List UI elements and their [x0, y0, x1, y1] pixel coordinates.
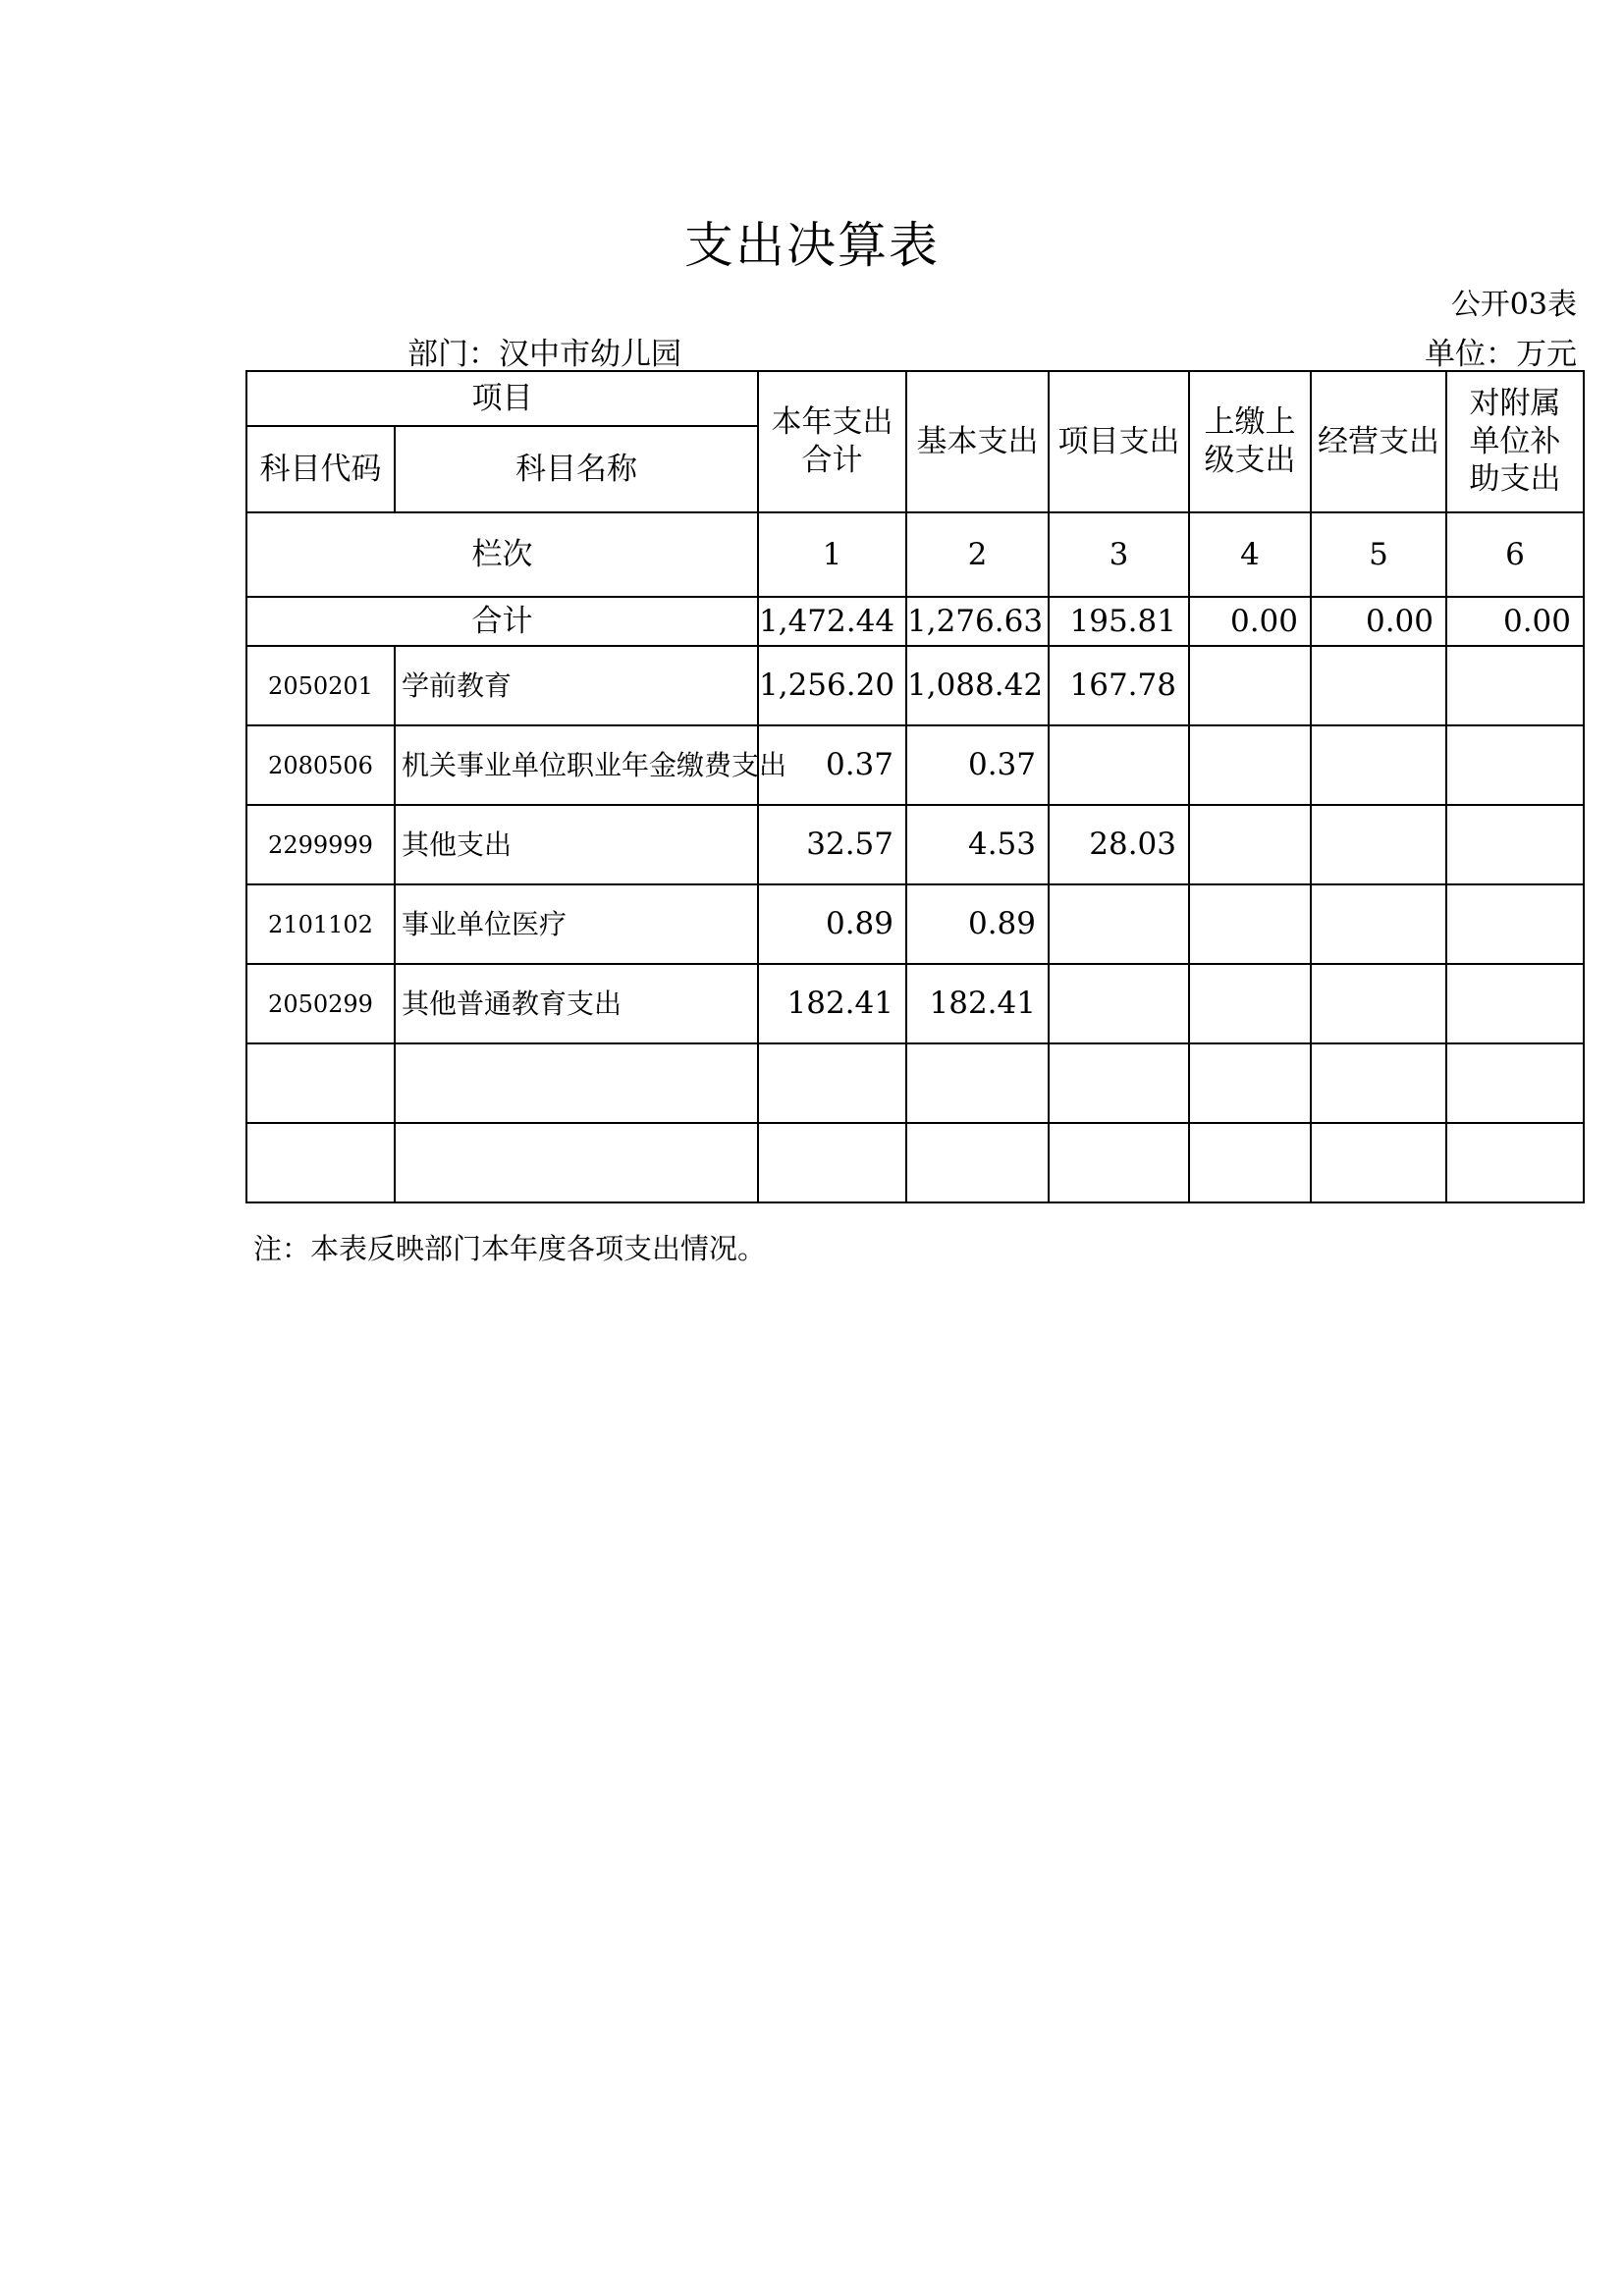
- value-cell: [1446, 964, 1584, 1043]
- empty-cell: [1189, 1043, 1311, 1123]
- value-cell: [1446, 646, 1584, 725]
- total-value: 0.00: [1311, 597, 1446, 646]
- column-number: 5: [1311, 512, 1446, 597]
- empty-cell: [1311, 1043, 1446, 1123]
- value-cell: [1189, 646, 1311, 725]
- header-col6: 对附属单位补助支出: [1446, 371, 1584, 512]
- value-cell: 4.53: [906, 805, 1049, 884]
- column-number: 4: [1189, 512, 1311, 597]
- empty-row: [246, 1123, 1584, 1202]
- empty-cell: [246, 1123, 395, 1202]
- column-number: 1: [758, 512, 906, 597]
- empty-cell: [1049, 1123, 1189, 1202]
- empty-cell: [395, 1123, 758, 1202]
- value-cell: 32.57: [758, 805, 906, 884]
- subject-name-cell: 其他支出: [395, 805, 758, 884]
- empty-cell: [758, 1123, 906, 1202]
- subject-name-cell: 其他普通教育支出: [395, 964, 758, 1043]
- empty-cell: [1049, 1043, 1189, 1123]
- empty-cell: [906, 1123, 1049, 1202]
- value-cell: [1049, 964, 1189, 1043]
- value-cell: [1049, 884, 1189, 964]
- value-cell: 0.37: [906, 725, 1049, 805]
- value-cell: 0.89: [906, 884, 1049, 964]
- table-row: [246, 884, 1584, 964]
- subject-code-cell: 2050201: [246, 646, 395, 725]
- header-col1: 本年支出合计: [758, 371, 906, 512]
- table-row: [246, 725, 1584, 805]
- header-project: 项目: [246, 371, 758, 426]
- header-col4: 上缴上级支出: [1189, 371, 1311, 512]
- column-index-row: [246, 512, 1584, 597]
- page-title: 支出决算表: [684, 217, 940, 274]
- total-value: 0.00: [1446, 597, 1584, 646]
- empty-row: [246, 1043, 1584, 1123]
- header-subject-name: 科目名称: [395, 426, 758, 512]
- value-cell: 1,256.20: [758, 646, 906, 725]
- empty-cell: [758, 1043, 906, 1123]
- value-cell: [1311, 964, 1446, 1043]
- header-subject-code: 科目代码: [246, 426, 395, 512]
- empty-cell: [1189, 1123, 1311, 1202]
- value-cell: [1189, 884, 1311, 964]
- column-index-label: 栏次: [246, 512, 758, 597]
- value-cell: 0.37: [758, 725, 906, 805]
- empty-cell: [906, 1043, 1049, 1123]
- header-col5: 经营支出: [1311, 371, 1446, 512]
- value-cell: 182.41: [758, 964, 906, 1043]
- expenditure-table: [245, 370, 1585, 1203]
- value-cell: [1189, 964, 1311, 1043]
- subject-code-cell: 2299999: [246, 805, 395, 884]
- total-row: [246, 597, 1584, 646]
- value-cell: [1446, 884, 1584, 964]
- empty-cell: [1446, 1123, 1584, 1202]
- footnote: 注：本表反映部门本年度各项支出情况。: [253, 1232, 767, 1265]
- empty-cell: [1446, 1043, 1584, 1123]
- value-cell: 167.78: [1049, 646, 1189, 725]
- empty-cell: [246, 1043, 395, 1123]
- column-number: 3: [1049, 512, 1189, 597]
- empty-cell: [1311, 1123, 1446, 1202]
- subject-code-cell: 2101102: [246, 884, 395, 964]
- subject-name-cell: 事业单位医疗: [395, 884, 758, 964]
- value-cell: [1311, 805, 1446, 884]
- value-cell: 28.03: [1049, 805, 1189, 884]
- subject-code-cell: 2050299: [246, 964, 395, 1043]
- value-cell: 0.89: [758, 884, 906, 964]
- header-col2: 基本支出: [906, 371, 1049, 512]
- unit-label: 单位：万元: [1425, 337, 1577, 372]
- table-row: [246, 805, 1584, 884]
- value-cell: [1446, 805, 1584, 884]
- total-label: 合计: [246, 597, 758, 646]
- header-col3: 项目支出: [1049, 371, 1189, 512]
- subject-name-cell: 学前教育: [395, 646, 758, 725]
- total-value: 0.00: [1189, 597, 1311, 646]
- subject-code-cell: 2080506: [246, 725, 395, 805]
- total-value: 1,276.63: [906, 597, 1049, 646]
- form-code: 公开03表: [1450, 288, 1577, 322]
- total-value: 1,472.44: [758, 597, 906, 646]
- total-value: 195.81: [1049, 597, 1189, 646]
- value-cell: [1189, 725, 1311, 805]
- value-cell: [1311, 725, 1446, 805]
- value-cell: [1049, 725, 1189, 805]
- value-cell: 1,088.42: [906, 646, 1049, 725]
- column-number: 6: [1446, 512, 1584, 597]
- value-cell: [1311, 884, 1446, 964]
- value-cell: [1311, 646, 1446, 725]
- value-cell: 182.41: [906, 964, 1049, 1043]
- table-row: [246, 646, 1584, 725]
- value-cell: [1446, 725, 1584, 805]
- subject-name-cell: 机关事业单位职业年金缴费支出: [395, 725, 758, 805]
- empty-cell: [395, 1043, 758, 1123]
- table-row: [246, 964, 1584, 1043]
- value-cell: [1189, 805, 1311, 884]
- column-number: 2: [906, 512, 1049, 597]
- department-label: 部门：汉中市幼儿园: [407, 337, 681, 372]
